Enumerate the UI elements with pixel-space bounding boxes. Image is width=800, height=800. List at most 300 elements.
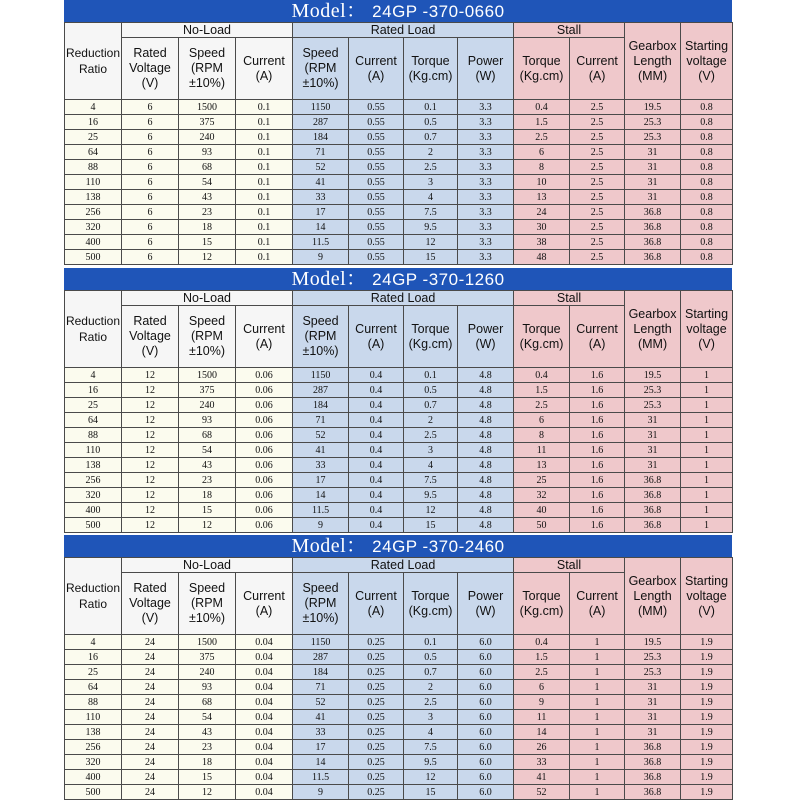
header-current-rated: Current (A) — [349, 573, 404, 635]
table-row — [65, 665, 733, 680]
cell-starting-voltage: 1.9 — [681, 695, 733, 710]
cell-current-noload: 0.06 — [236, 413, 293, 428]
cell-ratio: 256 — [65, 205, 122, 220]
cell-current-rated: 0.25 — [349, 785, 404, 800]
cell-speed-noload: 68 — [179, 695, 236, 710]
table-row — [65, 160, 733, 175]
model-label: Model： — [291, 268, 367, 290]
cell-gearbox-length: 25.3 — [625, 398, 681, 413]
cell-current-stall: 1.6 — [570, 518, 625, 533]
cell-torque-rated: 7.5 — [404, 473, 458, 488]
cell-torque-stall: 25 — [514, 473, 570, 488]
cell-speed-noload: 23 — [179, 205, 236, 220]
cell-speed-noload: 375 — [179, 383, 236, 398]
header-speed-rated: Speed (RPM ±10%) — [293, 38, 349, 100]
cell-gearbox-length: 36.8 — [625, 250, 681, 265]
cell-torque-rated: 2 — [404, 145, 458, 160]
cell-starting-voltage: 1 — [681, 443, 733, 458]
cell-current-stall: 1.6 — [570, 383, 625, 398]
header-rated-voltage: Rated Voltage (V) — [122, 306, 179, 368]
cell-speed-noload: 68 — [179, 428, 236, 443]
cell-current-noload: 0.1 — [236, 130, 293, 145]
cell-current-noload: 0.1 — [236, 205, 293, 220]
cell-current-stall: 1 — [570, 770, 625, 785]
table-row — [65, 473, 733, 488]
cell-current-rated: 0.4 — [349, 413, 404, 428]
cell-torque-stall: 1.5 — [514, 115, 570, 130]
cell-ratio: 400 — [65, 770, 122, 785]
cell-speed-rated: 1150 — [293, 635, 349, 650]
cell-rated-voltage: 6 — [122, 175, 179, 190]
cell-gearbox-length: 31 — [625, 190, 681, 205]
cell-speed-noload: 1500 — [179, 635, 236, 650]
model-code: 24GP -370-0660 — [372, 2, 505, 21]
header-torque-stall: Torque (Kg.cm) — [514, 38, 570, 100]
cell-torque-stall: 8 — [514, 428, 570, 443]
table-row — [65, 740, 733, 755]
table-row — [65, 145, 733, 160]
cell-current-noload: 0.04 — [236, 770, 293, 785]
cell-torque-rated: 15 — [404, 518, 458, 533]
header-power-rated: Power (W) — [458, 306, 514, 368]
cell-current-rated: 0.55 — [349, 160, 404, 175]
cell-rated-voltage: 12 — [122, 383, 179, 398]
cell-rated-voltage: 12 — [122, 413, 179, 428]
cell-gearbox-length: 31 — [625, 710, 681, 725]
cell-speed-noload: 93 — [179, 413, 236, 428]
cell-starting-voltage: 0.8 — [681, 145, 733, 160]
table-row — [65, 518, 733, 533]
cell-starting-voltage: 1.9 — [681, 680, 733, 695]
cell-current-rated: 0.4 — [349, 443, 404, 458]
header-current-noload: Current (A) — [236, 573, 293, 635]
cell-starting-voltage: 0.8 — [681, 115, 733, 130]
table-row — [65, 100, 733, 115]
cell-rated-voltage: 24 — [122, 740, 179, 755]
cell-torque-stall: 13 — [514, 458, 570, 473]
cell-current-noload: 0.06 — [236, 458, 293, 473]
cell-current-rated: 0.55 — [349, 190, 404, 205]
cell-ratio: 4 — [65, 368, 122, 383]
cell-power-rated: 4.8 — [458, 473, 514, 488]
cell-current-stall: 2.5 — [570, 145, 625, 160]
cell-torque-stall: 26 — [514, 740, 570, 755]
cell-ratio: 25 — [65, 398, 122, 413]
table-row — [65, 368, 733, 383]
table-row — [65, 250, 733, 265]
cell-power-rated: 3.3 — [458, 190, 514, 205]
header-reduction-ratio: Reduction Ratio — [65, 23, 122, 100]
cell-torque-stall: 24 — [514, 205, 570, 220]
cell-ratio: 88 — [65, 160, 122, 175]
cell-power-rated: 6.0 — [458, 635, 514, 650]
cell-current-rated: 0.25 — [349, 665, 404, 680]
cell-ratio: 64 — [65, 680, 122, 695]
header-power-rated: Power (W) — [458, 38, 514, 100]
cell-ratio: 16 — [65, 383, 122, 398]
cell-speed-rated: 41 — [293, 175, 349, 190]
cell-current-rated: 0.4 — [349, 503, 404, 518]
cell-torque-rated: 9.5 — [404, 220, 458, 235]
cell-current-stall: 2.5 — [570, 175, 625, 190]
cell-speed-noload: 1500 — [179, 100, 236, 115]
cell-torque-rated: 2.5 — [404, 695, 458, 710]
cell-speed-rated: 9 — [293, 250, 349, 265]
cell-gearbox-length: 36.8 — [625, 473, 681, 488]
cell-gearbox-length: 31 — [625, 145, 681, 160]
cell-current-noload: 0.1 — [236, 160, 293, 175]
cell-current-stall: 1.6 — [570, 503, 625, 518]
cell-speed-rated: 11.5 — [293, 235, 349, 250]
header-speed-noload: Speed (RPM ±10%) — [179, 306, 236, 368]
cell-torque-stall: 13 — [514, 190, 570, 205]
cell-rated-voltage: 6 — [122, 130, 179, 145]
model-title-bar — [64, 535, 732, 557]
cell-current-rated: 0.25 — [349, 725, 404, 740]
cell-rated-voltage: 12 — [122, 428, 179, 443]
cell-gearbox-length: 31 — [625, 443, 681, 458]
header-rated-load: Rated Load — [293, 558, 514, 573]
cell-starting-voltage: 1 — [681, 473, 733, 488]
cell-rated-voltage: 24 — [122, 785, 179, 800]
cell-starting-voltage: 1 — [681, 368, 733, 383]
cell-rated-voltage: 24 — [122, 650, 179, 665]
cell-current-noload: 0.1 — [236, 235, 293, 250]
cell-rated-voltage: 24 — [122, 665, 179, 680]
cell-speed-rated: 52 — [293, 160, 349, 175]
cell-rated-voltage: 24 — [122, 635, 179, 650]
cell-speed-noload: 240 — [179, 130, 236, 145]
cell-rated-voltage: 12 — [122, 473, 179, 488]
cell-power-rated: 6.0 — [458, 770, 514, 785]
cell-current-rated: 0.4 — [349, 473, 404, 488]
cell-power-rated: 4.8 — [458, 368, 514, 383]
cell-current-rated: 0.4 — [349, 428, 404, 443]
cell-starting-voltage: 1 — [681, 458, 733, 473]
cell-speed-noload: 23 — [179, 740, 236, 755]
cell-ratio: 110 — [65, 443, 122, 458]
cell-power-rated: 6.0 — [458, 740, 514, 755]
table-row — [65, 770, 733, 785]
cell-speed-noload: 54 — [179, 710, 236, 725]
cell-speed-noload: 18 — [179, 220, 236, 235]
cell-current-noload: 0.1 — [236, 220, 293, 235]
cell-speed-noload: 54 — [179, 443, 236, 458]
cell-power-rated: 4.8 — [458, 413, 514, 428]
cell-gearbox-length: 31 — [625, 413, 681, 428]
header-power-rated: Power (W) — [458, 573, 514, 635]
cell-torque-rated: 3 — [404, 443, 458, 458]
cell-current-rated: 0.4 — [349, 488, 404, 503]
cell-rated-voltage: 12 — [122, 398, 179, 413]
table-row — [65, 695, 733, 710]
cell-torque-rated: 12 — [404, 235, 458, 250]
header-current-noload: Current (A) — [236, 306, 293, 368]
cell-current-noload: 0.06 — [236, 503, 293, 518]
cell-rated-voltage: 12 — [122, 368, 179, 383]
cell-speed-rated: 52 — [293, 428, 349, 443]
cell-torque-stall: 9 — [514, 695, 570, 710]
cell-starting-voltage: 0.8 — [681, 175, 733, 190]
cell-starting-voltage: 1 — [681, 398, 733, 413]
cell-current-noload: 0.1 — [236, 145, 293, 160]
cell-ratio: 88 — [65, 428, 122, 443]
cell-power-rated: 4.8 — [458, 518, 514, 533]
cell-current-noload: 0.06 — [236, 488, 293, 503]
cell-current-stall: 1.6 — [570, 443, 625, 458]
cell-current-stall: 1.6 — [570, 473, 625, 488]
cell-rated-voltage: 6 — [122, 160, 179, 175]
cell-speed-rated: 52 — [293, 695, 349, 710]
cell-rated-voltage: 6 — [122, 220, 179, 235]
cell-torque-stall: 30 — [514, 220, 570, 235]
cell-rated-voltage: 24 — [122, 710, 179, 725]
cell-gearbox-length: 25.3 — [625, 115, 681, 130]
cell-current-stall: 2.5 — [570, 130, 625, 145]
model-title-bar — [64, 0, 732, 22]
cell-current-rated: 0.25 — [349, 755, 404, 770]
cell-power-rated: 3.3 — [458, 175, 514, 190]
cell-speed-noload: 18 — [179, 488, 236, 503]
cell-torque-rated: 0.1 — [404, 368, 458, 383]
table-row — [65, 635, 733, 650]
header-starting-voltage: Starting voltage (V) — [681, 291, 733, 368]
cell-gearbox-length: 36.8 — [625, 488, 681, 503]
table-row — [65, 488, 733, 503]
cell-gearbox-length: 36.8 — [625, 740, 681, 755]
cell-rated-voltage: 12 — [122, 443, 179, 458]
cell-starting-voltage: 1.9 — [681, 785, 733, 800]
cell-torque-rated: 15 — [404, 250, 458, 265]
cell-speed-rated: 287 — [293, 650, 349, 665]
cell-speed-rated: 71 — [293, 413, 349, 428]
cell-gearbox-length: 31 — [625, 458, 681, 473]
cell-rated-voltage: 6 — [122, 100, 179, 115]
cell-current-rated: 0.25 — [349, 740, 404, 755]
cell-ratio: 256 — [65, 740, 122, 755]
cell-starting-voltage: 1 — [681, 383, 733, 398]
cell-ratio: 320 — [65, 755, 122, 770]
cell-gearbox-length: 31 — [625, 160, 681, 175]
cell-speed-rated: 33 — [293, 725, 349, 740]
cell-torque-stall: 6 — [514, 145, 570, 160]
cell-current-stall: 1.6 — [570, 398, 625, 413]
model-label: Model： — [291, 0, 367, 22]
cell-current-stall: 1 — [570, 650, 625, 665]
header-rated-load: Rated Load — [293, 23, 514, 38]
cell-torque-stall: 48 — [514, 250, 570, 265]
cell-speed-noload: 43 — [179, 725, 236, 740]
cell-speed-rated: 184 — [293, 398, 349, 413]
cell-current-stall: 1.6 — [570, 368, 625, 383]
cell-speed-noload: 68 — [179, 160, 236, 175]
cell-power-rated: 6.0 — [458, 680, 514, 695]
cell-gearbox-length: 25.3 — [625, 650, 681, 665]
cell-current-stall: 1 — [570, 740, 625, 755]
cell-power-rated: 4.8 — [458, 488, 514, 503]
cell-power-rated: 3.3 — [458, 205, 514, 220]
cell-gearbox-length: 36.8 — [625, 205, 681, 220]
cell-speed-noload: 12 — [179, 785, 236, 800]
cell-torque-rated: 12 — [404, 503, 458, 518]
cell-speed-rated: 287 — [293, 115, 349, 130]
cell-ratio: 64 — [65, 413, 122, 428]
cell-current-stall: 2.5 — [570, 115, 625, 130]
cell-torque-stall: 1.5 — [514, 650, 570, 665]
cell-current-noload: 0.06 — [236, 443, 293, 458]
cell-starting-voltage: 0.8 — [681, 205, 733, 220]
cell-current-stall: 1 — [570, 695, 625, 710]
header-reduction-ratio: Reduction Ratio — [65, 291, 122, 368]
model-spec-block — [64, 535, 732, 800]
cell-gearbox-length: 36.8 — [625, 785, 681, 800]
cell-starting-voltage: 0.8 — [681, 130, 733, 145]
table-row — [65, 235, 733, 250]
table-row — [65, 413, 733, 428]
cell-current-stall: 1.6 — [570, 428, 625, 443]
cell-torque-rated: 2 — [404, 680, 458, 695]
cell-torque-stall: 14 — [514, 725, 570, 740]
cell-power-rated: 4.8 — [458, 443, 514, 458]
cell-current-noload: 0.04 — [236, 680, 293, 695]
header-torque-stall: Torque (Kg.cm) — [514, 573, 570, 635]
cell-torque-stall: 8 — [514, 160, 570, 175]
model-code: 24GP -370-2460 — [372, 537, 505, 556]
header-rated-load: Rated Load — [293, 291, 514, 306]
cell-gearbox-length: 31 — [625, 725, 681, 740]
cell-torque-rated: 0.7 — [404, 398, 458, 413]
table-row — [65, 650, 733, 665]
cell-speed-rated: 9 — [293, 518, 349, 533]
cell-torque-stall: 11 — [514, 443, 570, 458]
cell-speed-rated: 11.5 — [293, 503, 349, 518]
cell-torque-rated: 0.1 — [404, 100, 458, 115]
cell-gearbox-length: 19.5 — [625, 635, 681, 650]
cell-current-noload: 0.1 — [236, 190, 293, 205]
table-row — [65, 383, 733, 398]
table-row — [65, 725, 733, 740]
cell-speed-rated: 9 — [293, 785, 349, 800]
cell-speed-rated: 41 — [293, 443, 349, 458]
cell-gearbox-length: 19.5 — [625, 368, 681, 383]
cell-starting-voltage: 0.8 — [681, 220, 733, 235]
cell-gearbox-length: 31 — [625, 428, 681, 443]
spec-table — [64, 557, 733, 800]
cell-torque-stall: 1.5 — [514, 383, 570, 398]
cell-torque-rated: 0.1 — [404, 635, 458, 650]
cell-torque-stall: 40 — [514, 503, 570, 518]
cell-ratio: 25 — [65, 130, 122, 145]
cell-starting-voltage: 1 — [681, 488, 733, 503]
cell-starting-voltage: 0.8 — [681, 190, 733, 205]
cell-starting-voltage: 1.9 — [681, 770, 733, 785]
cell-current-noload: 0.06 — [236, 473, 293, 488]
header-torque-rated: Torque (Kg.cm) — [404, 306, 458, 368]
cell-torque-stall: 10 — [514, 175, 570, 190]
cell-current-noload: 0.04 — [236, 695, 293, 710]
cell-gearbox-length: 31 — [625, 175, 681, 190]
cell-current-stall: 2.5 — [570, 160, 625, 175]
cell-starting-voltage: 1 — [681, 503, 733, 518]
cell-starting-voltage: 1 — [681, 518, 733, 533]
cell-starting-voltage: 1.9 — [681, 635, 733, 650]
cell-current-stall: 1 — [570, 785, 625, 800]
cell-power-rated: 4.8 — [458, 503, 514, 518]
cell-power-rated: 6.0 — [458, 665, 514, 680]
cell-power-rated: 3.3 — [458, 130, 514, 145]
cell-power-rated: 3.3 — [458, 235, 514, 250]
cell-current-noload: 0.1 — [236, 100, 293, 115]
cell-current-rated: 0.4 — [349, 383, 404, 398]
cell-current-stall: 1 — [570, 635, 625, 650]
cell-starting-voltage: 1.9 — [681, 725, 733, 740]
cell-current-noload: 0.1 — [236, 115, 293, 130]
cell-current-noload: 0.06 — [236, 518, 293, 533]
header-stall: Stall — [514, 558, 625, 573]
cell-speed-noload: 375 — [179, 650, 236, 665]
header-torque-stall: Torque (Kg.cm) — [514, 306, 570, 368]
cell-ratio: 500 — [65, 250, 122, 265]
cell-torque-stall: 0.4 — [514, 368, 570, 383]
cell-torque-stall: 41 — [514, 770, 570, 785]
cell-torque-rated: 4 — [404, 190, 458, 205]
table-row — [65, 220, 733, 235]
cell-speed-noload: 43 — [179, 458, 236, 473]
cell-power-rated: 6.0 — [458, 650, 514, 665]
model-label: Model： — [291, 535, 367, 557]
cell-current-rated: 0.25 — [349, 635, 404, 650]
cell-torque-stall: 32 — [514, 488, 570, 503]
cell-speed-rated: 184 — [293, 665, 349, 680]
table-row — [65, 115, 733, 130]
cell-speed-rated: 1150 — [293, 368, 349, 383]
cell-rated-voltage: 12 — [122, 503, 179, 518]
table-row — [65, 710, 733, 725]
model-spec-block — [64, 268, 732, 533]
header-current-stall: Current (A) — [570, 573, 625, 635]
model-spec-block — [64, 0, 732, 265]
header-speed-noload: Speed (RPM ±10%) — [179, 573, 236, 635]
cell-power-rated: 4.8 — [458, 428, 514, 443]
cell-rated-voltage: 6 — [122, 190, 179, 205]
cell-current-rated: 0.55 — [349, 130, 404, 145]
cell-starting-voltage: 1.9 — [681, 650, 733, 665]
cell-ratio: 25 — [65, 665, 122, 680]
cell-starting-voltage: 0.8 — [681, 235, 733, 250]
cell-speed-noload: 240 — [179, 665, 236, 680]
cell-starting-voltage: 1.9 — [681, 740, 733, 755]
header-current-rated: Current (A) — [349, 306, 404, 368]
cell-torque-stall: 6 — [514, 680, 570, 695]
cell-current-noload: 0.04 — [236, 740, 293, 755]
cell-speed-noload: 240 — [179, 398, 236, 413]
cell-current-stall: 1 — [570, 755, 625, 770]
cell-current-stall: 1.6 — [570, 458, 625, 473]
model-code: 24GP -370-1260 — [372, 270, 505, 289]
table-row — [65, 443, 733, 458]
cell-ratio: 138 — [65, 190, 122, 205]
cell-rated-voltage: 24 — [122, 725, 179, 740]
cell-speed-noload: 18 — [179, 755, 236, 770]
cell-current-noload: 0.04 — [236, 725, 293, 740]
cell-current-noload: 0.04 — [236, 635, 293, 650]
header-current-stall: Current (A) — [570, 38, 625, 100]
cell-speed-rated: 14 — [293, 488, 349, 503]
cell-rated-voltage: 6 — [122, 250, 179, 265]
cell-ratio: 256 — [65, 473, 122, 488]
cell-torque-rated: 0.5 — [404, 115, 458, 130]
cell-rated-voltage: 12 — [122, 458, 179, 473]
